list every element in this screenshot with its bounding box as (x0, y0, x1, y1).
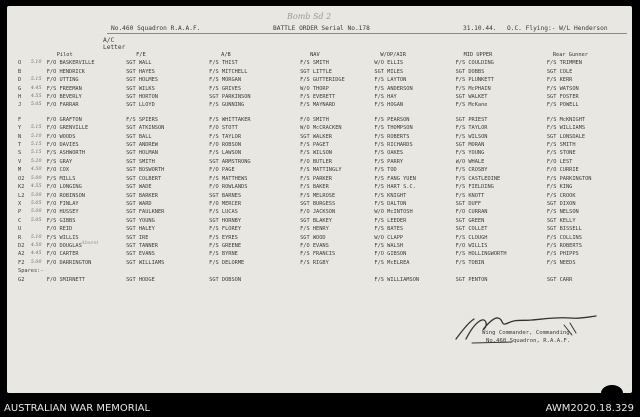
aircraft-letter: B (18, 68, 22, 75)
aircraft-letter: Y (18, 125, 22, 132)
aircraft-letter: O (18, 60, 22, 67)
crew-row (18, 158, 632, 166)
aircraft-letter: G (18, 85, 22, 92)
crew-mu: F/S McKane (455, 102, 488, 109)
crew-mu: F/S McPHAIN (455, 85, 491, 92)
crew-pilot: F/O GRAFTON (46, 116, 82, 123)
crew-ab: SGT HORNBY (209, 217, 242, 224)
crew-ab: F/S GUNNING (209, 102, 245, 109)
crew-ab: F/S TAYLOR (209, 133, 242, 140)
column-header: F/E (136, 52, 146, 58)
takeoff-time-note: 5.15 (30, 142, 42, 148)
crew-mu: F/S PLUNKETT (455, 77, 494, 84)
crew-wop: F/S HART S.C. (374, 184, 416, 191)
crew-pilot: F/O SMIRNETT (46, 276, 85, 283)
oc-flying: O.C. Flying:- W/L Henderson (507, 25, 608, 32)
takeoff-time-note: 5.15 (30, 150, 42, 156)
crew-ab: F/S GREENE (209, 242, 242, 249)
crew-fe: SGT WARD (126, 200, 152, 207)
crew-pilot: F/S GIBBS (46, 217, 76, 224)
crew-rg: F/S PARKINGTON (546, 175, 592, 182)
column-header: MID UPPER (463, 52, 493, 58)
crew-wop: F/S FANG YUEN (374, 175, 416, 182)
aircraft-letter: X (18, 200, 22, 207)
takeoff-time-note: 4.55 (30, 184, 42, 190)
crew-fe: SGT WADE (126, 184, 152, 191)
crew-wop: F/S OAKES (374, 150, 404, 157)
crew-row (18, 124, 632, 132)
crew-mu: F/S TAYLOR (455, 125, 488, 132)
column-header-row (18, 51, 632, 59)
crew-pilot: F/O CARTER (46, 251, 79, 258)
column-header: Pilot (56, 52, 73, 58)
crew-nav: W/O McCRACKEN (300, 125, 342, 132)
crew-row (18, 192, 632, 200)
crew-row (18, 242, 632, 250)
crew-row (18, 234, 632, 242)
crew-wop: SGT MILES (374, 68, 404, 75)
aircraft-letter: N (18, 133, 22, 140)
crew-rg: F/S KERR (546, 77, 573, 84)
crew-row (18, 149, 632, 157)
crew-pilot: F/O HENDRICK (46, 68, 85, 75)
crew-wop: F/S HAY (374, 94, 397, 101)
crew-pilot: F/S MILLS (46, 175, 76, 182)
crew-row (18, 276, 632, 284)
crew-ab: F/O STOTT (209, 125, 238, 132)
crew-fe: SGT ANDREW (126, 142, 158, 149)
crew-nav: F/S GUTTERIDGE (300, 77, 345, 84)
crew-ab: F/S FLOREY (209, 226, 242, 233)
crew-pilot: F/S GRAY (46, 158, 73, 165)
crew-rg: F/S CROOK (546, 192, 576, 199)
crew-ab: F/O ROWLANDS (209, 184, 248, 191)
crew-pilot: F/S WILLIS (46, 234, 79, 241)
mounting-mark (601, 385, 623, 393)
crew-ab: SGT BARNES (209, 192, 242, 199)
takeoff-time-note: 5.00 (30, 192, 42, 198)
crew-row (18, 133, 632, 141)
crew-rg: F/S POWELL (546, 102, 579, 109)
takeoff-time-note: 4.55 (30, 94, 42, 100)
crew-row (18, 175, 632, 183)
crew-wop: F/S WILLIAMSON (374, 276, 420, 283)
aircraft-letter: C (18, 217, 22, 224)
crew-nav: F/S MATTINGLY (300, 167, 342, 174)
crew-fe: SGT HODGE (126, 276, 155, 283)
crew-wop: F/S RICHARDS (374, 142, 413, 149)
crew-wop: F/S KNIGHT (374, 192, 407, 199)
crew-nav: SGT BLAKEY (300, 217, 332, 224)
crew-rg: SGT LONSDALE (546, 133, 586, 140)
takeoff-time-note: 4.45 (30, 85, 42, 91)
crew-mu: F/S WILSON (455, 133, 488, 140)
crew-nav: F/O JACKSON (300, 209, 336, 216)
crew-row (18, 208, 632, 216)
crew-mu: SGT PENTON (455, 276, 488, 283)
crew-fe: SGT COLBERT (126, 175, 162, 182)
crew-fe: F/S SPIERS (126, 116, 158, 123)
crew-mu: F/S YOUNG (455, 150, 485, 157)
crew-row (18, 250, 632, 258)
crew-pilot: F/O DOUGLAS (46, 242, 82, 249)
crew-mu: F/S CROSBY (455, 167, 488, 174)
crew-fe: SGT SMITH (126, 158, 155, 165)
crew-rg: F/S ROBERTS (546, 242, 582, 249)
crew-rg: F/S COLLINS (546, 234, 582, 241)
aircraft-letter: F2 (18, 259, 25, 266)
letter-column-label: A/C Letter (103, 37, 126, 51)
aircraft-letter: A2 (18, 251, 25, 258)
crew-wop: F/S ANDERSON (374, 85, 413, 92)
crew-rg: F/S PHIPPS (546, 251, 579, 258)
crew-nav: F/O SMITH (300, 116, 329, 123)
crew-wop: F/S LEEDER (374, 217, 407, 224)
crew-mu: F/S COULDING (455, 60, 494, 67)
crew-mu: F/S CLOUGH (455, 234, 488, 241)
crew-wop: F/S HOGAN (374, 102, 404, 109)
crew-rg: F/O LEST (546, 158, 573, 165)
crew-pilot: F/O BEVERLY (46, 94, 82, 101)
crew-row (18, 59, 632, 67)
crew-nav: F/S MELROSE (300, 192, 336, 199)
crew-pilot: F/O REID (46, 226, 73, 233)
crew-rg: F/S WATSON (546, 85, 579, 92)
crew-fe: SGT IRE (126, 234, 149, 241)
crew-wop: F/S PEARSON (374, 116, 410, 123)
takeoff-time-note: 5.10 (30, 234, 42, 240)
crew-ab: F/S MORGAN (209, 77, 242, 84)
crew-ab: F/S GRIVES (209, 85, 242, 92)
crew-nav: F/S BAKER (300, 184, 329, 191)
pencil-annotation: Bomb Sd 2 (287, 12, 332, 21)
aircraft-letter: R (18, 234, 22, 241)
crew-pilot: F/O GRENVILLE (46, 125, 89, 132)
crew-mu: SGT MORAN (455, 142, 485, 149)
crew-nav: F/S HENRY (300, 226, 329, 233)
aircraft-letter: H (18, 94, 22, 101)
crew-nav: SGT WOOD (300, 234, 326, 241)
column-header: Rear Gunner (552, 52, 588, 58)
crew-pilot: F/O LONGING (46, 184, 82, 191)
aircraft-letter: S (18, 150, 22, 157)
crew-mu: W/O WHALE (455, 158, 485, 165)
crew-ab: F/S LAWSON (209, 150, 242, 157)
catalogue-number: AWM2020.18.329 (545, 403, 634, 414)
crew-row (18, 93, 632, 101)
crew-row (18, 101, 632, 109)
crew-wop: F/O GIBSON (374, 251, 407, 258)
crew-pilot: F/O DARRINGTON (46, 259, 92, 266)
crew-row (18, 68, 632, 76)
crew-nav: SGT LITTLE (300, 68, 332, 75)
crew-ab: F/O PAGE (209, 167, 235, 174)
crew-row (18, 200, 632, 208)
crew-fe: SGT WILLIAMS (126, 259, 165, 266)
crew-pilot: F/O BASKERVILLE (46, 60, 95, 67)
crew-ab: F/S MITCHELL (209, 68, 248, 75)
crew-ab: F/S THIST (209, 60, 238, 67)
crew-wop: F/S WALSH (374, 242, 404, 249)
crew-pilot: F/S ASHWORTH (46, 150, 85, 157)
crew-mu: F/O WILLIS (455, 242, 488, 249)
crew-pilot: F/O COX (46, 167, 70, 174)
takeoff-time-note (31, 68, 47, 76)
takeoff-time-note: 5.10 (30, 60, 42, 66)
crew-mu: F/S HOLLINGWORTH (455, 251, 507, 258)
battle-order-title: BATTLE ORDER Serial No.178 (273, 25, 370, 32)
crew-rg: SGT COLE (546, 68, 573, 75)
crew-fe: SGT EVANS (126, 251, 155, 258)
crew-rg: F/O CURRIE (546, 167, 579, 174)
crew-wop: W/O ELLIS (374, 60, 404, 67)
crew-fe: SGT BALL (126, 133, 152, 140)
signature-block (452, 309, 602, 353)
crew-pilot: F/S FREEMAN (46, 85, 82, 92)
aircraft-letter: M (18, 167, 22, 174)
takeoff-time-note: 4.45 (30, 251, 42, 257)
crew-fe: SGT HOLMAN (126, 150, 158, 157)
crew-mu: SGT WALKET (455, 94, 488, 101)
column-header: NAV (310, 52, 320, 58)
crew-fe: SGT WILKS (126, 85, 155, 92)
crew-rg: F/S NEEDS (546, 259, 576, 266)
crew-ab: F/S WHITTAKER (209, 116, 251, 123)
aircraft-letter: U (18, 226, 22, 233)
aircraft-letter: L2 (18, 192, 25, 199)
aircraft-letter: F (18, 116, 22, 123)
takeoff-time-note: 5.15 (30, 77, 42, 83)
crew-row (18, 225, 632, 233)
crew-mu: SGT PRIEST (455, 116, 488, 123)
takeoff-time-note (31, 276, 47, 284)
aircraft-letter: D2 (18, 242, 25, 249)
aircraft-letter: P (18, 209, 22, 216)
takeoff-time-note: 5.05 (30, 102, 42, 108)
crew-mu: F/S CASTLEDINE (455, 175, 501, 182)
crew-fe: SGT FAULKNER (126, 209, 165, 216)
crew-mu: SGT GREEN (455, 217, 485, 224)
takeoff-time-note: 5.00 (30, 209, 42, 215)
crew-wop: F/S LAYTON (374, 77, 407, 84)
crew-fe: SGT ATKINSON (126, 125, 165, 132)
crew-rg: F/S TRIMMEN (546, 60, 582, 67)
crew-fe: SGT HOLMES (126, 77, 158, 84)
column-header: A/B (221, 52, 231, 58)
crew-fe: SGT HAYES (126, 68, 155, 75)
crew-nav: F/S MAYNARD (300, 102, 336, 109)
crew-nav: SGT BURGESS (300, 200, 336, 207)
crew-ab: F/O ROBSON (209, 142, 242, 149)
header-rule (107, 33, 627, 34)
crew-rg: SGT DIXON (546, 200, 576, 207)
crew-pilot: F/O UTTING (46, 77, 79, 84)
takeoff-time-note: 5.00 (30, 175, 42, 181)
crew-row (18, 166, 632, 174)
crew-wop: F/S TOD (374, 167, 397, 174)
takeoff-time-note: 5.05 (30, 217, 42, 223)
crew-ab: F/O MERCER (209, 200, 242, 207)
crew-mu: SGT DUFF (455, 200, 482, 207)
crew-wop: F/S McELREA (374, 259, 410, 266)
takeoff-time-note: 4.50 (30, 242, 42, 248)
crew-pilot: F/O WOODS (46, 133, 76, 140)
aircraft-letter: O2 (18, 175, 25, 182)
crew-fe: SGT HALEY (126, 226, 155, 233)
crew-rg: SGT KELLY (546, 217, 576, 224)
takeoff-time-note (31, 116, 47, 124)
crew-nav: SGT WALKER (300, 133, 332, 140)
crew-rg: SGT BISSELL (546, 226, 582, 233)
spares-label-row (18, 267, 632, 275)
spares-label: Spares:- (18, 268, 44, 275)
crew-rg: F/S SMITH (546, 142, 576, 149)
crew-ab: F/S EYRES (209, 234, 238, 241)
crew-nav: F/S EVERETT (300, 94, 336, 101)
order-date: 31.10.44. (463, 25, 497, 32)
crew-wop: F/S PARRY (374, 158, 404, 165)
crew-mu: F/S FIELDING (455, 184, 494, 191)
crew-row (18, 116, 632, 124)
crew-pilot: F/O HUSSEY (46, 209, 79, 216)
takeoff-time-note: 4.50 (30, 167, 42, 173)
crew-mu: F/S KNOTT (455, 192, 485, 199)
takeoff-time-note (31, 225, 47, 233)
aircraft-letter: K2 (18, 184, 25, 191)
crew-fe: SGT LLOYD (126, 102, 155, 109)
takeoff-time-note: 5.10 (30, 133, 42, 139)
crew-nav: F/S WILSON (300, 150, 332, 157)
archive-footer (0, 401, 640, 417)
crew-nav: F/S FRANCIS (300, 251, 336, 258)
crew-fe: SGT BOSWORTH (126, 167, 165, 174)
crew-wop: F/S ROBERTS (374, 133, 410, 140)
crew-row (18, 141, 632, 149)
crew-row (18, 76, 632, 84)
crew-rg: F/S NELSON (546, 209, 579, 216)
crew-wop: W/O McINTOSH (374, 209, 413, 216)
crew-ab: F/S BYRNE (209, 251, 238, 258)
institution-name: AUSTRALIAN WAR MEMORIAL (4, 403, 151, 414)
crew-rg: SGT CARR (546, 276, 573, 283)
crew-pilot: F/O FARRAR (46, 102, 79, 109)
crew-fe: SGT BARKER (126, 192, 158, 199)
signatory-unit: No.460 Squadron, R.A.A.F. (486, 338, 571, 344)
aircraft-letter: V (18, 158, 22, 165)
crew-nav: F/S PARKER (300, 175, 332, 182)
crew-nav: F/S PAGET (300, 142, 329, 149)
aircraft-letter: T (18, 142, 22, 149)
crew-fe: SGT HORTON (126, 94, 158, 101)
crew-nav (296, 276, 374, 284)
column-header: W/OP/AIR (380, 52, 406, 58)
crew-rg: F/S WILLIAMS (546, 125, 586, 132)
crew-row (18, 183, 632, 191)
crew-fe: SGT YOUNG (126, 217, 155, 224)
crew-row (18, 217, 632, 225)
crew-rg: F/S STONE (546, 150, 576, 157)
crew-nav: F/S SMITH (300, 60, 329, 67)
crew-ab: F/S MATTHEWS (209, 175, 248, 182)
crew-fe: SGT TANNER (126, 242, 158, 249)
crew-wop: W/O CLAPP (374, 234, 404, 241)
crew-ab: F/S DELORME (209, 259, 245, 266)
document-sheet (7, 6, 632, 393)
signatory-title: Wing Commander, Commanding, (482, 330, 573, 336)
squadron-title: No.460 Squadron R.A.A.F. (111, 25, 201, 32)
crew-mu: F/S TOBIN (455, 259, 485, 266)
aircraft-letter: J (18, 102, 22, 109)
crew-row (18, 85, 632, 93)
crew-nav: F/O EVANS (300, 242, 329, 249)
crew-nav: F/O BUTLER (300, 158, 332, 165)
takeoff-time-note: 5.00 (30, 259, 42, 265)
crew-ab: SGT DOBSON (209, 276, 242, 283)
crew-ab: SGT PARKINSON (209, 94, 251, 101)
crew-wop: F/S BATES (374, 226, 404, 233)
aircraft-letter: D (18, 77, 22, 84)
crew-wop: F/S DALTON (374, 200, 407, 207)
crew-nav: W/O THORP (300, 85, 329, 92)
aircraft-letter: G2 (18, 276, 25, 283)
crew-rg: F/S McKNIGHT (546, 116, 586, 123)
crew-ab: SGT ARMSTRONG (209, 158, 251, 165)
crew-mu: SGT DOBBS (455, 68, 485, 75)
crew-nav: F/S RIGBY (300, 259, 329, 266)
crew-rg: SGT FOSTER (546, 94, 579, 101)
crew-rg: F/S KING (546, 184, 573, 191)
takeoff-time-note: 5.05 (30, 200, 42, 206)
crew-mu: F/O CURRAN (455, 209, 488, 216)
takeoff-time-note: 5.20 (30, 158, 42, 164)
crew-pilot: F/O ROBINSON (46, 192, 85, 199)
battle-order-table (18, 51, 632, 284)
crew-ab: F/S LUCAS (209, 209, 238, 216)
takeoff-time-note: 5.15 (30, 125, 42, 131)
crew-pilot: F/O DAVIES (46, 142, 79, 149)
crew-pilot: F/O FINLAY (46, 200, 79, 207)
crew-wop: F/S THOMPSON (374, 125, 413, 132)
crew-mu: SGT COLLET (455, 226, 488, 233)
crew-fe: SGT WALL (126, 60, 152, 67)
crew-row (18, 259, 632, 267)
margin-pencil-note: Absent (81, 240, 99, 246)
